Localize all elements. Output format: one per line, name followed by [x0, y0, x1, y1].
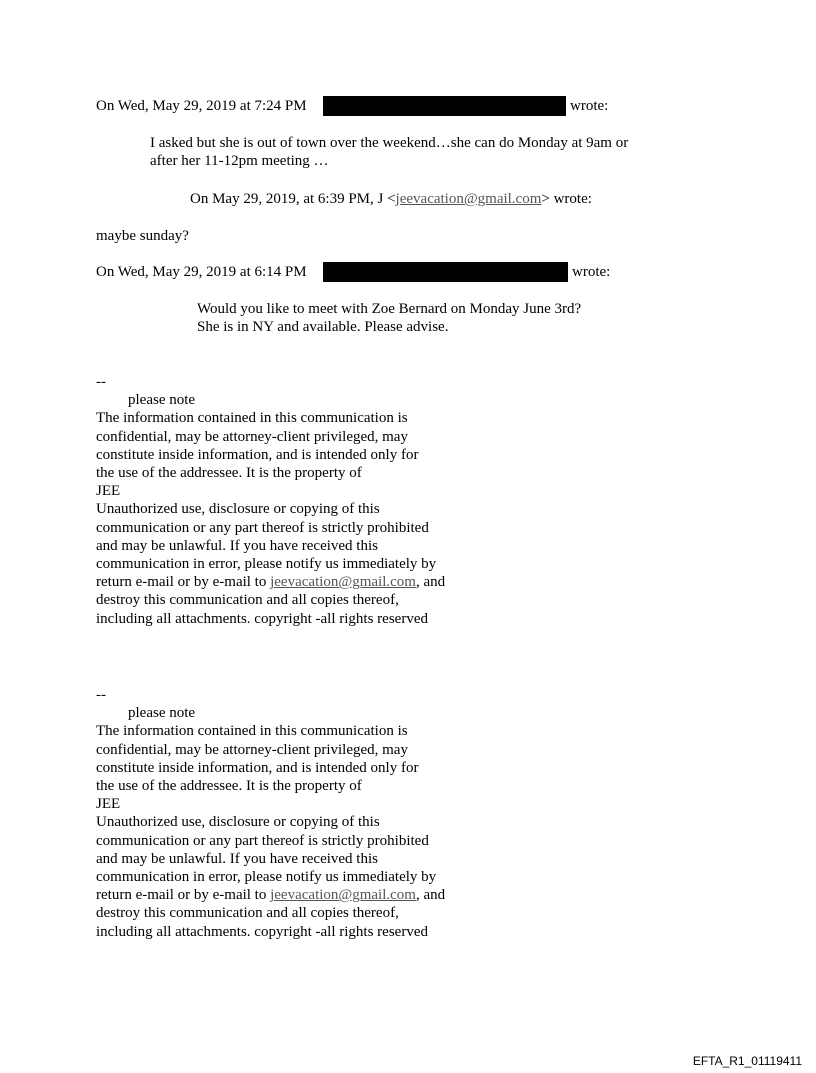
footer-2-line: the use of the addressee. It is the property of	[96, 778, 362, 795]
footer-2-email-prefix: return e-mail or by e-mail to	[96, 887, 271, 904]
footer-1-line: constitute inside information, and is intended only for	[96, 446, 419, 463]
footer-2-line: confidential, may be attorney-client privileged, may	[96, 741, 408, 758]
reply-header-1	[96, 97, 307, 115]
footer-2-note: please note	[128, 705, 196, 722]
reply-header-2-suffix: > wrote:	[541, 191, 592, 207]
redaction-bar-2	[323, 262, 568, 282]
footer-1-line: Unauthorized use, disclosure or copying of this	[96, 501, 380, 518]
footer-1-line: The information contained in this communication is	[96, 410, 408, 427]
footer-1-line: and may be unlawful. If you have received this	[96, 537, 378, 554]
footer-2-line: constitute inside information, and is intended only for	[96, 759, 419, 776]
disclaimer-footer-2	[96, 686, 516, 941]
footer-2-line: and may be unlawful. If you have received this	[96, 850, 378, 867]
footer-2-line: including all attachments. copyright -all rights reserved	[96, 923, 428, 940]
footer-2-line: The information contained in this communication is	[96, 723, 408, 740]
footer-2-email-suffix: , and	[415, 887, 446, 904]
footer-1-email-prefix: return e-mail or by e-mail to	[96, 574, 271, 591]
reply-header-3-wrote: wrote:	[572, 264, 611, 280]
footer-1-line: destroy this communication and all copies thereof,	[96, 592, 399, 609]
redaction-bar-1	[323, 96, 566, 116]
footer-2-dashes: --	[96, 687, 106, 703]
footer-1-dashes: --	[96, 374, 106, 390]
bates-number: EFTA_R1_01119411	[692, 1054, 802, 1068]
reply-1-line-2: after her 11-12pm meeting …	[150, 153, 329, 169]
footer-1-email-link[interactable]: jeevacation@gmail.com	[270, 574, 416, 591]
footer-1-line: JEE	[96, 483, 121, 500]
original-line-1: Would you like to meet with Zoe Bernard on Monday June 3rd?	[197, 301, 582, 317]
footer-1-line: communication or any part thereof is strictly prohibited	[96, 519, 429, 536]
footer-2-line: JEE	[96, 796, 121, 813]
footer-1-email-line	[96, 573, 516, 591]
reply-1-line-1: I asked but she is out of town over the weekend…she can do Monday at 9am or	[150, 135, 629, 151]
reply-2-text: maybe sunday?	[96, 228, 189, 244]
footer-2-email-line	[96, 886, 516, 904]
footer-2-line: communication in error, please notify us immediately by	[96, 869, 437, 886]
reply-header-3	[96, 263, 307, 281]
reply-header-3-text: On Wed, May 29, 2019 at 6:14 PM	[96, 264, 307, 280]
email-link[interactable]: jeevacation@gmail.com	[395, 191, 542, 207]
reply-header-2	[190, 190, 592, 208]
footer-1-line: communication in error, please notify us immediately by	[96, 556, 437, 573]
footer-1-line: the use of the addressee. It is the property of	[96, 465, 362, 482]
reply-header-1-wrote: wrote:	[570, 98, 609, 114]
original-line-2: She is in NY and available. Please advise.	[197, 319, 449, 335]
disclaimer-footer-1	[96, 373, 516, 628]
footer-1-line: including all attachments. copyright -all rights reserved	[96, 610, 428, 627]
footer-1-line: confidential, may be attorney-client privileged, may	[96, 428, 408, 445]
footer-2-line: communication or any part thereof is strictly prohibited	[96, 832, 429, 849]
reply-header-2-prefix: On May 29, 2019, at 6:39 PM, J <	[190, 191, 396, 207]
footer-2-email-link[interactable]: jeevacation@gmail.com	[270, 887, 416, 904]
footer-1-email-suffix: , and	[415, 574, 446, 591]
footer-2-line: Unauthorized use, disclosure or copying of this	[96, 814, 380, 831]
footer-2-line: destroy this communication and all copies thereof,	[96, 905, 399, 922]
reply-header-1-text: On Wed, May 29, 2019 at 7:24 PM	[96, 98, 307, 114]
footer-1-note: please note	[128, 392, 196, 409]
